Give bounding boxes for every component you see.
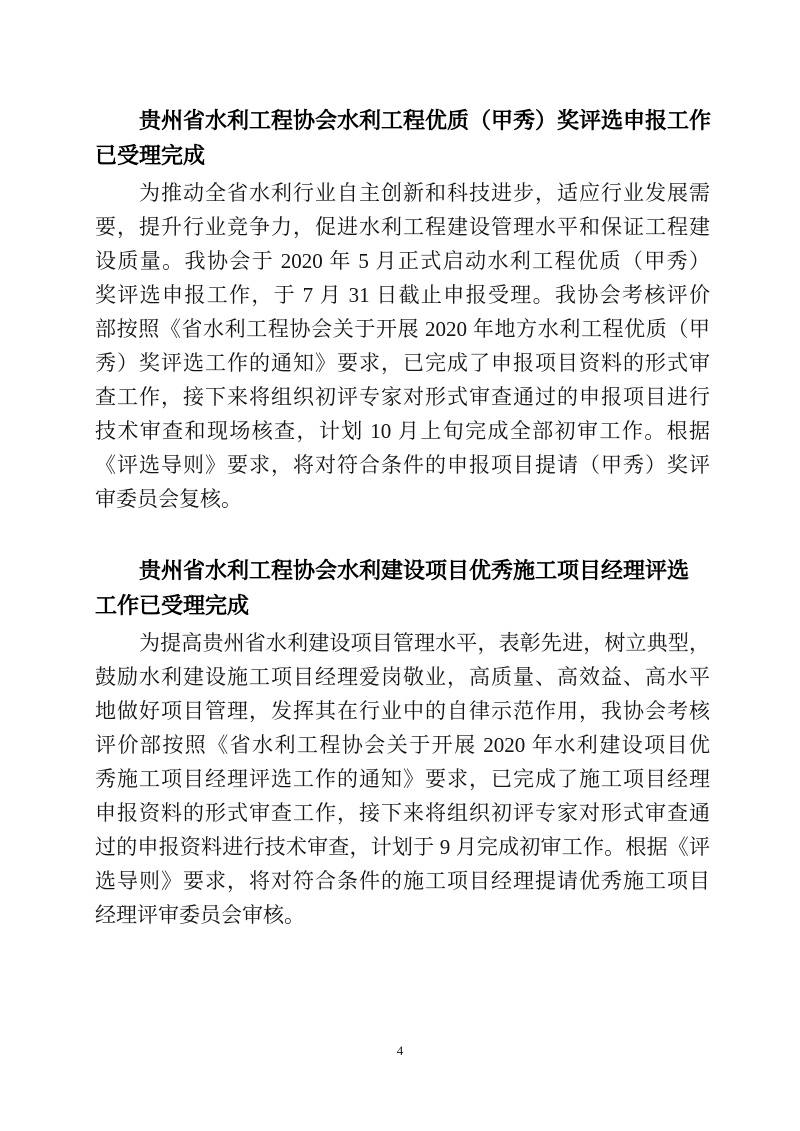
page-number: 4 [396,1043,404,1058]
body-line: 为推动全省水利行业自主创新和科技进步，适应行业发展需 [139,181,710,205]
section-jiaxiu-award [95,103,710,516]
section-heading [95,553,710,623]
body-line: 技术审查和现场核查，计划 10 月上旬完成全部初审工作。根据 [95,419,710,443]
body-line: 秀施工项目经理评选工作的通知》要求，已完成了施工项目经理 [95,767,710,791]
body-line: 设质量。我协会于 2020 年 5 月正式启动水利工程优质（甲秀） [95,249,710,273]
page-footer [0,1043,800,1059]
body-line: 申报资料的形式审查工作，接下来将组织初评专家对形式审查通 [95,801,710,825]
heading-line: 工作已受理完成 [95,593,250,618]
body-line: 地做好项目管理，发挥其在行业中的自律示范作用，我协会考核 [95,699,710,723]
section-heading [95,103,710,173]
body-line: 评价部按照《省水利工程协会关于开展 2020 年水利建设项目优 [95,733,710,757]
body-line: 鼓励水利建设施工项目经理爱岗敬业，高质量、高效益、高水平 [95,665,710,689]
section-body [95,176,710,516]
body-line: 秀）奖评选工作的通知》要求，已完成了申报项目资料的形式审 [95,351,710,375]
body-line: 选导则》要求，将对符合条件的施工项目经理提请优秀施工项目 [95,869,710,893]
body-line: 过的申报资料进行技术审查，计划于 9 月完成初审工作。根据《评 [95,835,710,859]
body-line: 经理评审委员会审核。 [95,903,305,927]
body-line: 要，提升行业竞争力，促进水利工程建设管理水平和保证工程建 [95,215,710,239]
heading-line: 已受理完成 [95,143,206,168]
heading-line: 贵州省水利工程协会水利建设项目优秀施工项目经理评选 [139,558,690,583]
body-line: 奖评选申报工作，于 7 月 31 日截止申报受理。我协会考核评价 [95,283,710,307]
body-line: 为提高贵州省水利建设项目管理水平，表彰先进，树立典型， [139,631,710,655]
section-body [95,626,710,932]
body-line: 查工作，接下来将组织初评专家对形式审查通过的申报项目进行 [95,385,710,409]
body-line: 部按照《省水利工程协会关于开展 2020 年地方水利工程优质（甲 [95,317,710,341]
heading-line: 贵州省水利工程协会水利工程优质（甲秀）奖评选申报工作 [139,108,712,133]
document-content [95,103,710,932]
body-line: 审委员会复核。 [95,487,242,511]
section-project-manager-award [95,553,710,932]
body-line: 《评选导则》要求，将对符合条件的申报项目提请（甲秀）奖评 [95,453,710,477]
